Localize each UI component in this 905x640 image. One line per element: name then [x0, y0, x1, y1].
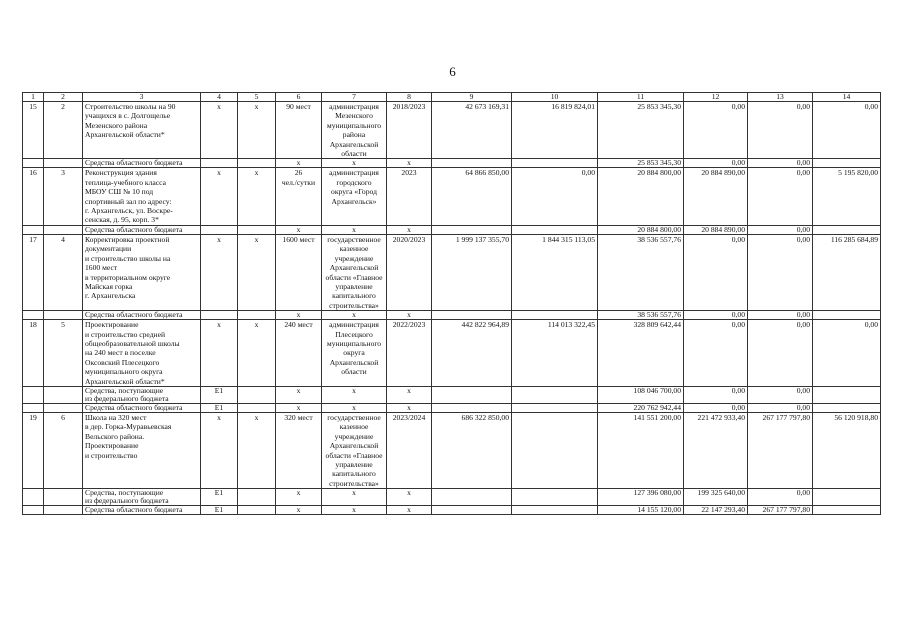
table-cell — [813, 386, 881, 403]
table-cell — [512, 386, 598, 403]
column-number: 13 — [748, 93, 813, 102]
column-number: 12 — [684, 93, 748, 102]
table-cell — [432, 311, 512, 320]
table-cell: 90 мест — [276, 102, 322, 159]
table-cell — [238, 489, 276, 506]
table-cell — [813, 489, 881, 506]
table-cell: 114 013 322,45 — [512, 320, 598, 387]
table-cell: E1 — [201, 489, 238, 506]
table-cell: Средства, поступающие из федерального бюджета — [83, 489, 201, 506]
table-cell: Проектирование и строительство средней общеобразовательной школы на 240 мест в поселке Оксовский Плесецкого муниципального округа Архангельской области* — [83, 320, 201, 387]
table-cell: 2 — [44, 102, 83, 159]
table-cell: 221 472 933,40 — [684, 412, 748, 488]
table-cell: 17 — [23, 234, 44, 310]
table-cell: администрация Плесецкого муниципального округа Архангельской области — [322, 320, 387, 387]
table-cell: x — [322, 311, 387, 320]
table-cell: x — [276, 506, 322, 515]
table-cell: 0,00 — [748, 102, 813, 159]
table-cell: 320 мест — [276, 412, 322, 488]
table-cell — [23, 506, 44, 515]
table-cell — [432, 506, 512, 515]
table-cell: 1600 мест — [276, 234, 322, 310]
table-cell: 16 — [23, 168, 44, 225]
table-cell: администрация Мезенского муниципального района Архангельской области — [322, 102, 387, 159]
table-cell: x — [322, 386, 387, 403]
funding-source-row — [23, 489, 881, 506]
table-cell: Средства областного бюджета — [83, 159, 201, 168]
table-cell: E1 — [201, 403, 238, 412]
table-cell: x — [322, 506, 387, 515]
table-cell — [238, 311, 276, 320]
table-cell — [512, 159, 598, 168]
table-cell: 0,00 — [748, 489, 813, 506]
table-cell: государственное казенное учреждение Архангельской области «Главное управление капитального строительства» — [322, 234, 387, 310]
table-cell: 18 — [23, 320, 44, 387]
table-cell: x — [276, 225, 322, 234]
table-cell: 20 884 800,00 — [598, 168, 684, 225]
table-cell: x — [387, 489, 432, 506]
table-cell — [44, 159, 83, 168]
table-cell: 20 884 890,00 — [684, 168, 748, 225]
table-cell: 38 536 557,76 — [598, 311, 684, 320]
funding-source-row — [23, 386, 881, 403]
table-cell: 0,00 — [748, 168, 813, 225]
project-row — [23, 102, 881, 159]
column-number: 8 — [387, 93, 432, 102]
table-cell: 0,00 — [813, 320, 881, 387]
table-cell: 38 536 557,76 — [598, 234, 684, 310]
table-cell — [44, 225, 83, 234]
table-cell — [238, 386, 276, 403]
column-number: 9 — [432, 93, 512, 102]
table-cell: x — [238, 320, 276, 387]
table-cell: 25 853 345,30 — [598, 159, 684, 168]
table-cell: x — [322, 225, 387, 234]
table-cell: 328 809 642,44 — [598, 320, 684, 387]
table-cell: x — [387, 311, 432, 320]
table-cell: Школа на 320 мест в дер. Горка-Муравьевская Вельского района. Проектирование и строительство — [83, 412, 201, 488]
table-cell: x — [276, 403, 322, 412]
column-number: 3 — [83, 93, 201, 102]
table-cell: государственное казенное учреждение Архангельской области «Главное управление капитального строительства» — [322, 412, 387, 488]
funding-source-row — [23, 403, 881, 412]
table-cell: 16 819 824,01 — [512, 102, 598, 159]
table-cell: 19 — [23, 412, 44, 488]
column-number: 7 — [322, 93, 387, 102]
table-cell: 1 844 315 113,05 — [512, 234, 598, 310]
table-cell — [238, 403, 276, 412]
table-cell — [44, 311, 83, 320]
table-cell: 2023 — [387, 168, 432, 225]
table-cell: 127 396 080,00 — [598, 489, 684, 506]
table-cell: E1 — [201, 506, 238, 515]
table-cell — [201, 311, 238, 320]
table-cell: 0,00 — [813, 102, 881, 159]
table-cell: 442 822 964,89 — [432, 320, 512, 387]
table-cell: 0,00 — [684, 386, 748, 403]
table-cell — [512, 412, 598, 488]
table-cell: 267 177 797,80 — [748, 506, 813, 515]
header-row — [23, 93, 881, 102]
table-cell: x — [387, 386, 432, 403]
table-cell — [512, 506, 598, 515]
table-cell: 267 177 797,80 — [748, 412, 813, 488]
table-cell: x — [276, 311, 322, 320]
column-number: 11 — [598, 93, 684, 102]
table-cell: x — [322, 159, 387, 168]
table-cell — [238, 506, 276, 515]
table-cell: Строительство школы на 90 учащихся в с. Долгощелье Мезенского района Архангельской области* — [83, 102, 201, 159]
table-cell: x — [387, 403, 432, 412]
table-cell: 26 чел./сутки — [276, 168, 322, 225]
table-cell: 0,00 — [684, 311, 748, 320]
table-cell — [238, 159, 276, 168]
column-number: 14 — [813, 93, 881, 102]
table-cell: 0,00 — [684, 102, 748, 159]
table-cell: 0,00 — [684, 320, 748, 387]
table-cell: 20 884 890,00 — [684, 225, 748, 234]
table-cell: x — [238, 234, 276, 310]
table-cell — [44, 489, 83, 506]
table-cell — [23, 225, 44, 234]
table-cell — [512, 489, 598, 506]
table-cell: Средства областного бюджета — [83, 506, 201, 515]
table-cell: 108 046 700,00 — [598, 386, 684, 403]
table-cell — [432, 159, 512, 168]
table-cell: 0,00 — [748, 234, 813, 310]
table-cell: 0,00 — [748, 320, 813, 387]
table-cell — [432, 225, 512, 234]
table-cell — [23, 311, 44, 320]
table-cell — [813, 225, 881, 234]
table-cell — [23, 386, 44, 403]
table-cell — [238, 225, 276, 234]
page-number: 6 — [449, 64, 456, 79]
funding-source-row — [23, 506, 881, 515]
project-row — [23, 412, 881, 488]
column-number: 2 — [44, 93, 83, 102]
project-row — [23, 320, 881, 387]
table-cell: 15 — [23, 102, 44, 159]
table-cell: 5 195 820,00 — [813, 168, 881, 225]
table-cell — [512, 311, 598, 320]
table-cell: x — [276, 159, 322, 168]
column-number: 10 — [512, 93, 598, 102]
table-cell: x — [201, 320, 238, 387]
table-cell: 2020/2023 — [387, 234, 432, 310]
table-cell: 2023/2024 — [387, 412, 432, 488]
table-cell: 0,00 — [684, 234, 748, 310]
table-cell: x — [276, 386, 322, 403]
table-cell — [813, 403, 881, 412]
table-cell: 14 155 120,00 — [598, 506, 684, 515]
table-cell: 0,00 — [748, 386, 813, 403]
column-number: 1 — [23, 93, 44, 102]
table-cell: Средства, поступающие из федерального бюджета — [83, 386, 201, 403]
column-number: 6 — [276, 93, 322, 102]
table-cell — [23, 489, 44, 506]
table-cell: Корректировка проектной документации и строительство школы на 1600 мест в территориальном округе Майская горка г. Архангельска — [83, 234, 201, 310]
table-cell: Средства областного бюджета — [83, 311, 201, 320]
table-cell: 116 285 684,89 — [813, 234, 881, 310]
table-cell: 22 147 293,40 — [684, 506, 748, 515]
table-cell: x — [201, 102, 238, 159]
table-cell: 240 мест — [276, 320, 322, 387]
table-cell: 220 762 942,44 — [598, 403, 684, 412]
table-cell: администрация городского округа «Город Архангельск» — [322, 168, 387, 225]
table-cell: x — [201, 168, 238, 225]
investment-table — [22, 92, 881, 515]
table-cell: 0,00 — [748, 225, 813, 234]
column-number: 5 — [238, 93, 276, 102]
column-number: 4 — [201, 93, 238, 102]
table-cell: 0,00 — [748, 311, 813, 320]
table-cell: 1 999 137 355,70 — [432, 234, 512, 310]
table-cell — [432, 403, 512, 412]
table-cell — [23, 403, 44, 412]
table-cell — [44, 386, 83, 403]
table-cell — [23, 159, 44, 168]
table-cell: 56 120 918,80 — [813, 412, 881, 488]
table-cell: x — [238, 102, 276, 159]
table-cell — [512, 225, 598, 234]
table-cell: x — [387, 159, 432, 168]
table-cell: 2018/2023 — [387, 102, 432, 159]
table-cell: E1 — [201, 386, 238, 403]
table-cell — [201, 225, 238, 234]
table-cell: 0,00 — [748, 159, 813, 168]
table-cell: x — [322, 403, 387, 412]
table-cell: x — [322, 489, 387, 506]
funding-source-row — [23, 311, 881, 320]
table-cell: 42 673 169,31 — [432, 102, 512, 159]
table-cell: Средства областного бюджета — [83, 225, 201, 234]
table-cell — [813, 159, 881, 168]
table-cell: 0,00 — [684, 403, 748, 412]
table-cell — [432, 489, 512, 506]
table-cell: x — [387, 225, 432, 234]
table-cell — [432, 386, 512, 403]
table-cell: x — [387, 506, 432, 515]
table-cell — [512, 403, 598, 412]
table-cell: 0,00 — [512, 168, 598, 225]
table-cell — [44, 506, 83, 515]
funding-source-row — [23, 225, 881, 234]
table-cell: 3 — [44, 168, 83, 225]
table-cell: 20 884 800,00 — [598, 225, 684, 234]
table-cell: x — [238, 412, 276, 488]
table-cell: 686 322 850,00 — [432, 412, 512, 488]
table-cell — [813, 506, 881, 515]
table-cell: 199 325 640,00 — [684, 489, 748, 506]
table-cell: 0,00 — [748, 403, 813, 412]
table-cell: x — [201, 234, 238, 310]
table-cell: Реконструкция здания теплица-учебного класса МБОУ СШ № 10 под спортивный зал по адресу: г. Архангельск, ул. Воскре- сенская, д. 95, корп. 3* — [83, 168, 201, 225]
table-cell: 2022/2023 — [387, 320, 432, 387]
project-row — [23, 234, 881, 310]
table-cell: x — [276, 489, 322, 506]
funding-source-row — [23, 159, 881, 168]
table-cell: 141 551 200,00 — [598, 412, 684, 488]
table-cell: 0,00 — [684, 159, 748, 168]
table-cell: 25 853 345,30 — [598, 102, 684, 159]
table-cell: 64 866 850,00 — [432, 168, 512, 225]
table-cell: 5 — [44, 320, 83, 387]
table-cell: x — [238, 168, 276, 225]
table-cell — [201, 159, 238, 168]
table-cell: Средства областного бюджета — [83, 403, 201, 412]
project-row — [23, 168, 881, 225]
table-cell: 6 — [44, 412, 83, 488]
table-cell — [44, 403, 83, 412]
table-cell — [813, 311, 881, 320]
table-cell: x — [201, 412, 238, 488]
table-cell: 4 — [44, 234, 83, 310]
